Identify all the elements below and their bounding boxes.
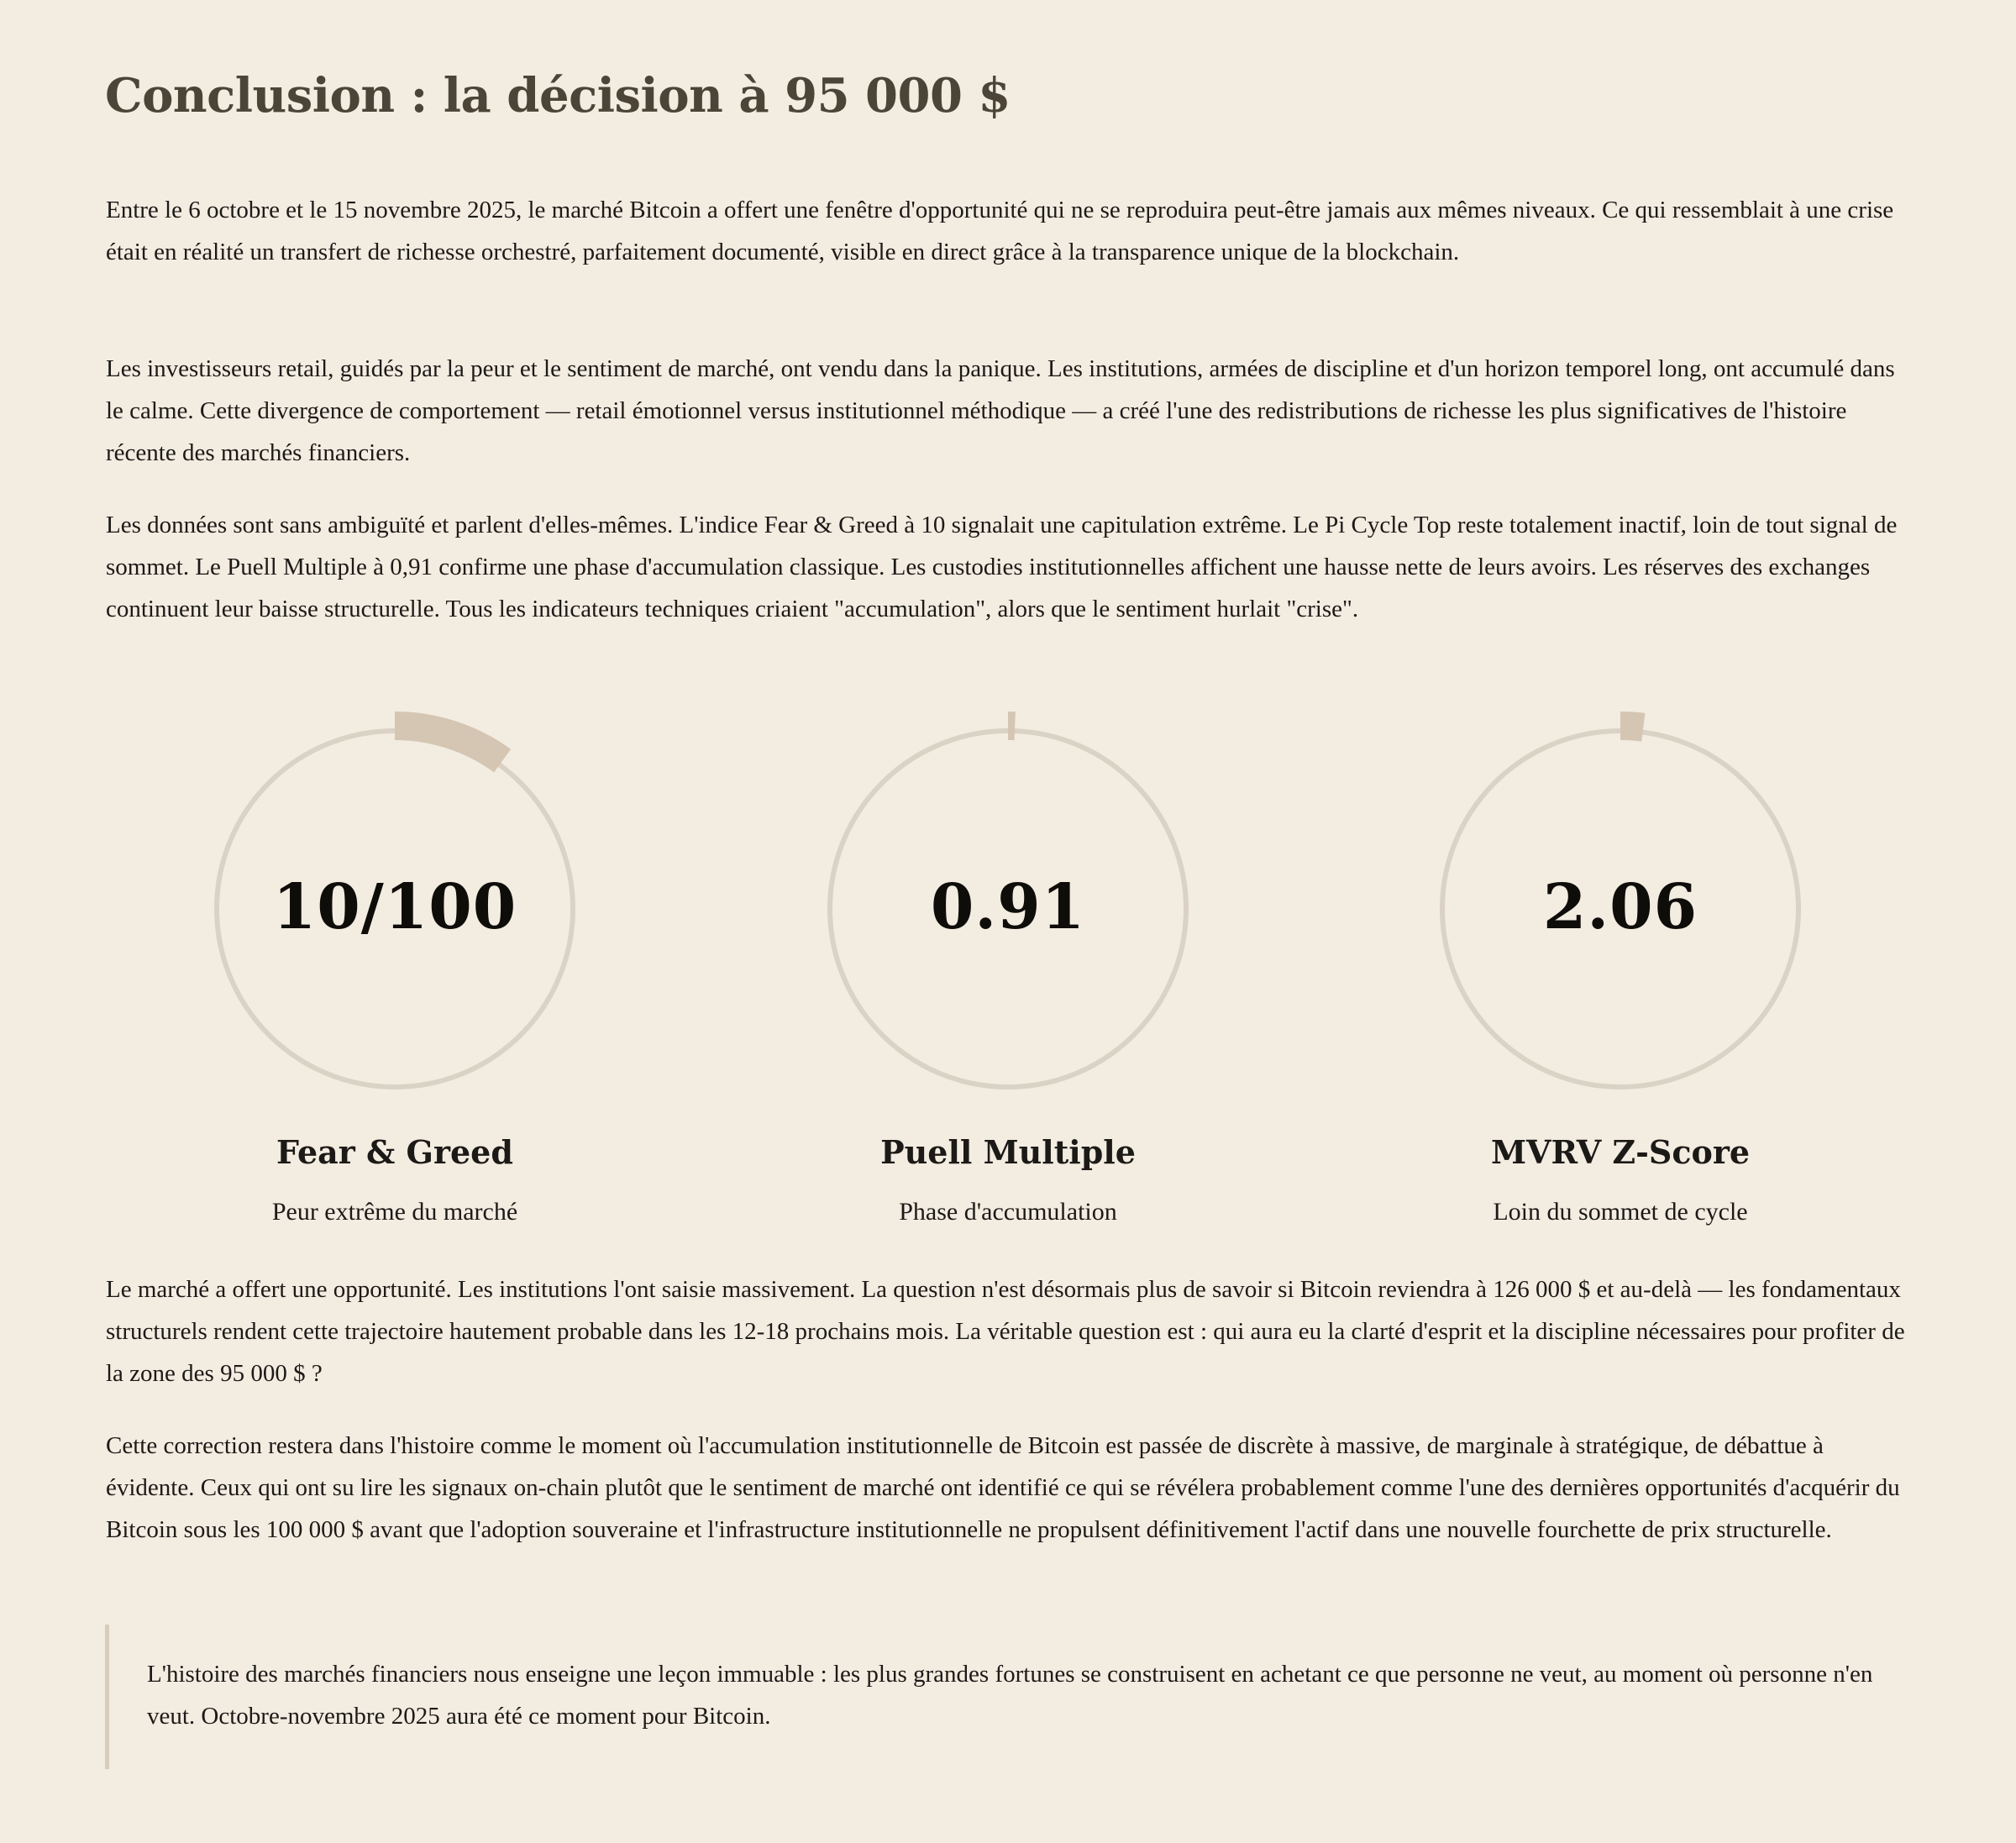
gauge-description: Loin du sommet de cycle	[1493, 1198, 1748, 1226]
gauge-puell-multiple	[815, 706, 1201, 1235]
paragraph-opportunity: Le marché a offert une opportunité. Les institutions l'ont saisie massivement. La question n'est désormais plus de savoir si Bitcoin reviendra à 126 000 $ et au-delà — les fondamentaux structurels rendent cette trajectoire hautement probable dans les 12-18 prochains mois. La véritable question est : qui aura eu la clarté d'esprit et la discipline nécessaires pour profiter de la zone des 95 000 $ ?	[106, 1276, 1905, 1387]
paragraph-history: Cette correction restera dans l'histoire comme le moment où l'accumulation institutionnelle de Bitcoin est passée de discrète à massive, de marginale à stratégique, de débattue à évidente. Ceux qui ont su lire les signaux on-chain plutôt que le sentiment de marché ont identifié ce qui se révélera probablement comme l'une des dernières opportunités d'acquérir du Bitcoin sous les 100 000 $ avant que l'adoption souveraine et l'infrastructure institutionnelle ne propulsent définitivement l'actif dans une nouvelle fourchette de prix structurelle.	[106, 1432, 1900, 1543]
gauge-description: Peur extrême du marché	[271, 1198, 518, 1226]
gauge-label: Fear & Greed	[276, 1133, 513, 1171]
paragraph-intro: Entre le 6 octobre et le 15 novembre 2025, le marché Bitcoin a offert une fenêtre d'opportunité qui ne se reproduira peut-être jamais aux mêmes niveaux. Ce qui ressemblait à une crise était en réalité un transfert de richesse orchestré, parfaitement documenté, visible en direct grâce à la transparence unique de la blockchain.	[106, 197, 1894, 265]
gauge-description: Phase d'accumulation	[899, 1198, 1117, 1226]
gauge-fear-greed	[202, 706, 588, 1235]
gauge-label: Puell Multiple	[880, 1133, 1136, 1171]
blockquote-text: L'histoire des marchés financiers nous enseigne une leçon immuable : les plus grandes fortunes se construisent en achetant ce que personne ne veut, au moment où personne n'en veut. Octobre-novembre 2025 aura été ce moment pour Bitcoin.	[147, 1661, 1873, 1730]
paragraph-behavior: Les investisseurs retail, guidés par la peur et le sentiment de marché, ont vendu dans la panique. Les institutions, armées de discipline et d'un horizon temporel long, ont accumulé dans le calme. Cette divergence de comportement — retail émotionnel versus institutionnel méthodique — a créé l'une des redistributions de richesse les plus significatives de l'histoire récente des marchés financiers.	[106, 355, 1895, 466]
paragraph-data: Les données sont sans ambiguïté et parlent d'elles-mêmes. L'indice Fear & Greed à 10 signalait une capitulation extrême. Le Pi Cycle Top reste totalement inactif, loin de tout signal de sommet. Le Puell Multiple à 0,91 confirme une phase d'accumulation classique. Les custodies institutionnelles affichent une hausse nette de leurs avoirs. Les réserves des exchanges continuent leur baisse structurelle. Tous les indicateurs techniques criaient "accumulation", alors que le sentiment hurlait "crise".	[106, 512, 1898, 622]
gauge-label: MVRV Z-Score	[1490, 1133, 1751, 1171]
gauge-mvrv-z-score	[1427, 706, 1814, 1235]
page-title: Conclusion : la décision à 95 000 $	[105, 68, 1011, 123]
gauge-value: 2.06	[1542, 871, 1698, 943]
gauge-value: 0.91	[930, 871, 1086, 943]
gauge-progress-arc	[1620, 726, 1643, 727]
gauge-value: 10/100	[272, 871, 517, 943]
blockquote	[105, 1625, 1924, 1769]
gauge-progress-arc	[395, 726, 502, 761]
